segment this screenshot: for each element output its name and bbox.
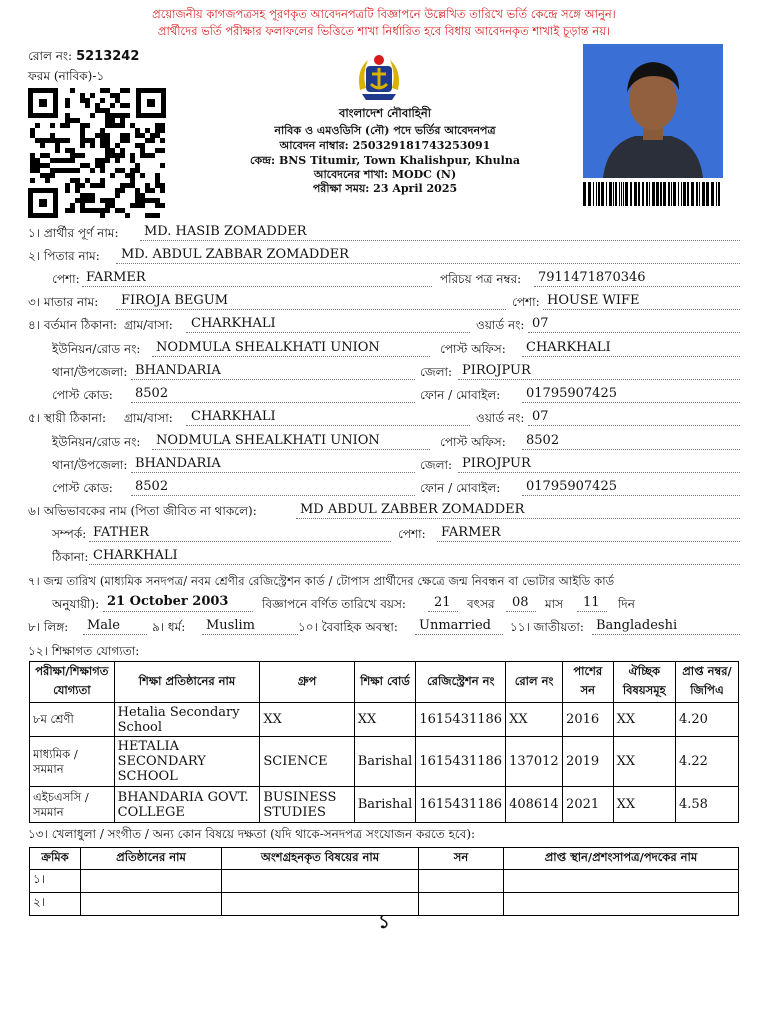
permanent-district: PIROJPUR bbox=[462, 456, 531, 471]
notice-line-1: প্রয়োজনীয় কাগজপত্রসহ পূরণকৃত আবেদনপত্রটি বিজ্ঞাপনে উল্লেখিত তারিখে ভর্তি কেন্দ্রে সঙ্গে আনুন। bbox=[152, 7, 616, 21]
application-branch: আবেদনের শাখা: MODC (N) bbox=[313, 168, 457, 181]
permanent-post-office: 8502 bbox=[526, 433, 560, 448]
application-number: আবেদন নাম্বার: 250329181743253091 bbox=[279, 139, 491, 152]
field-12-label: ১২। শিক্ষাগত যোগ্যতা: bbox=[28, 644, 140, 658]
guardian-address: CHARKHALI bbox=[93, 548, 178, 563]
age-years: 21 bbox=[434, 595, 451, 610]
notice-line-2: প্রার্থীদের ভর্তি পরীক্ষার ফলাফলের ভিত্তিতে শাখা নির্ধারিত হবে বিধায় আবেদনকৃত শাখাই চূড়ান্ত নয়। bbox=[157, 24, 611, 38]
skills-table: ক্রমিক প্রতিষ্ঠানের নাম অংশগ্রহনকৃত বিষয়ের নাম সন প্রাপ্ত স্থান/প্রশংসাপত্র/পদকের নাম ১। ২। bbox=[29, 847, 739, 916]
barcode bbox=[583, 182, 723, 206]
permanent-post-code: 8502 bbox=[135, 479, 169, 494]
gender: Male bbox=[87, 618, 120, 633]
date-of-birth: 21 October 2003 bbox=[107, 594, 229, 609]
qr-code bbox=[28, 88, 166, 218]
present-ward: 07 bbox=[532, 316, 549, 331]
field-6-label: ৬। অভিভাবকের নাম (পিতা জীবিত না থাকলে): bbox=[28, 504, 257, 518]
present-village: CHARKHALI bbox=[191, 316, 276, 331]
permanent-village: CHARKHALI bbox=[191, 409, 276, 424]
father-id-number: 7911471870346 bbox=[538, 270, 646, 285]
page-number: ১ bbox=[378, 912, 390, 933]
marital-status: Unmarried bbox=[419, 618, 492, 633]
field-2-label: ২। পিতার নাম: bbox=[28, 249, 100, 263]
present-district: PIROJPUR bbox=[462, 363, 531, 378]
field-3-label: ৩। মাতার নাম: bbox=[28, 295, 99, 309]
applicant-name: MD. HASIB ZOMADDER bbox=[144, 224, 307, 239]
field-13-label: ১৩। খেলাধুলা / সংগীত / অন্য কোন বিষয়ে দক্ষতা (যদি থাকে-সনদপত্র সংযোজন করতে হবে): bbox=[28, 827, 476, 841]
roll-number: রোল নং: 5213242 bbox=[28, 49, 140, 64]
table-row: ২। bbox=[30, 893, 739, 916]
age-days: 11 bbox=[583, 595, 600, 610]
education-table: পরীক্ষা/শিক্ষাগত যোগ্যতা শিক্ষা প্রতিষ্ঠানের নাম গ্রুপ শিক্ষা বোর্ড রেজিস্ট্রেশন নং রোল নং পাশের সন ঐচ্ছিক বিষয়সমূহ প্রাপ্ত নম্বর/জিপিএ ৮ম শ্রেণী Hetalia Secondary School XX XX 1615431186 XX 2016 XX 4.20 মাধ্যমিক / সমমান HETALIA SECONDARY SCHOOL SCIENCE Barishal 1615431186 137012 2019 XX 4.22 এইচএসসি / সমমান BHANDARIA GOVT. COLLEGE BUSINESS STUDIES Barishal 1615431186 408614 2021 XX 4.58 bbox=[29, 661, 739, 823]
age-months: 08 bbox=[512, 595, 529, 610]
guardian-occupation: FARMER bbox=[441, 525, 501, 540]
mother-name: FIROJA BEGUM bbox=[121, 293, 229, 308]
present-post-office: CHARKHALI bbox=[526, 340, 611, 355]
table-row: মাধ্যমিক / সমমান HETALIA SECONDARY SCHOOL SCIENCE Barishal 1615431186 137012 2019 XX 4.22 bbox=[30, 737, 739, 787]
present-thana: BHANDARIA bbox=[135, 363, 221, 378]
permanent-ward: 07 bbox=[532, 409, 549, 424]
guardian-name: MD ABDUL ZABBER ZOMADDER bbox=[300, 502, 525, 517]
form-title: নাবিক ও এমওডিসি (নৌ) পদে ভর্তির আবেদনপত্র bbox=[274, 124, 496, 137]
present-post-code: 8502 bbox=[135, 386, 169, 401]
navy-emblem-icon bbox=[352, 50, 406, 104]
permanent-thana: BHANDARIA bbox=[135, 456, 221, 471]
table-row: এইচএসসি / সমমান BHANDARIA GOVT. COLLEGE BUSINESS STUDIES Barishal 1615431186 408614 2021 XX 4.58 bbox=[30, 787, 739, 823]
permanent-union: NODMULA SHEALKHATI UNION bbox=[156, 433, 380, 448]
org-name: বাংলাদেশ নৌবাহিনী bbox=[338, 106, 432, 120]
present-union: NODMULA SHEALKHATI UNION bbox=[156, 340, 380, 355]
father-occupation: FARMER bbox=[86, 270, 146, 285]
table-row: ৮ম শ্রেণী Hetalia Secondary School XX XX 1615431186 XX 2016 XX 4.20 bbox=[30, 703, 739, 737]
guardian-relation: FATHER bbox=[93, 525, 149, 540]
applicant-photo bbox=[583, 44, 723, 178]
field-7-label: ৭। জন্ম তারিখ (মাধ্যমিক সনদপত্র/ নবম শ্রেণীর রেজিস্ট্রেশন কার্ড / টোপাস প্রার্থীদের ক্ষেত্রে জন্ম নিবন্ধন বা ভোটার আইডি কার্ড bbox=[28, 574, 615, 588]
nationality: Bangladeshi bbox=[596, 618, 678, 633]
exam-center: কেন্দ্র: BNS Titumir, Town Khalishpur, Khulna bbox=[250, 154, 520, 167]
field-1-label: ১। প্রার্থীর পূর্ণ নাম: bbox=[28, 226, 119, 240]
permanent-phone: 01795907425 bbox=[526, 479, 617, 494]
field-4-label: ৪। বর্তমান ঠিকানা: bbox=[28, 318, 118, 332]
mother-occupation: HOUSE WIFE bbox=[547, 293, 640, 308]
field-5-label: ৫। স্থায়ী ঠিকানা: bbox=[28, 411, 107, 425]
religion: Muslim bbox=[206, 618, 255, 633]
father-name: MD. ABDUL ZABBAR ZOMADDER bbox=[121, 247, 349, 262]
table-row: ১। bbox=[30, 870, 739, 893]
present-phone: 01795907425 bbox=[526, 386, 617, 401]
form-label: ফরম (নাবিক)-১ bbox=[28, 69, 105, 83]
exam-time: পরীক্ষা সময়: 23 April 2025 bbox=[312, 182, 458, 195]
